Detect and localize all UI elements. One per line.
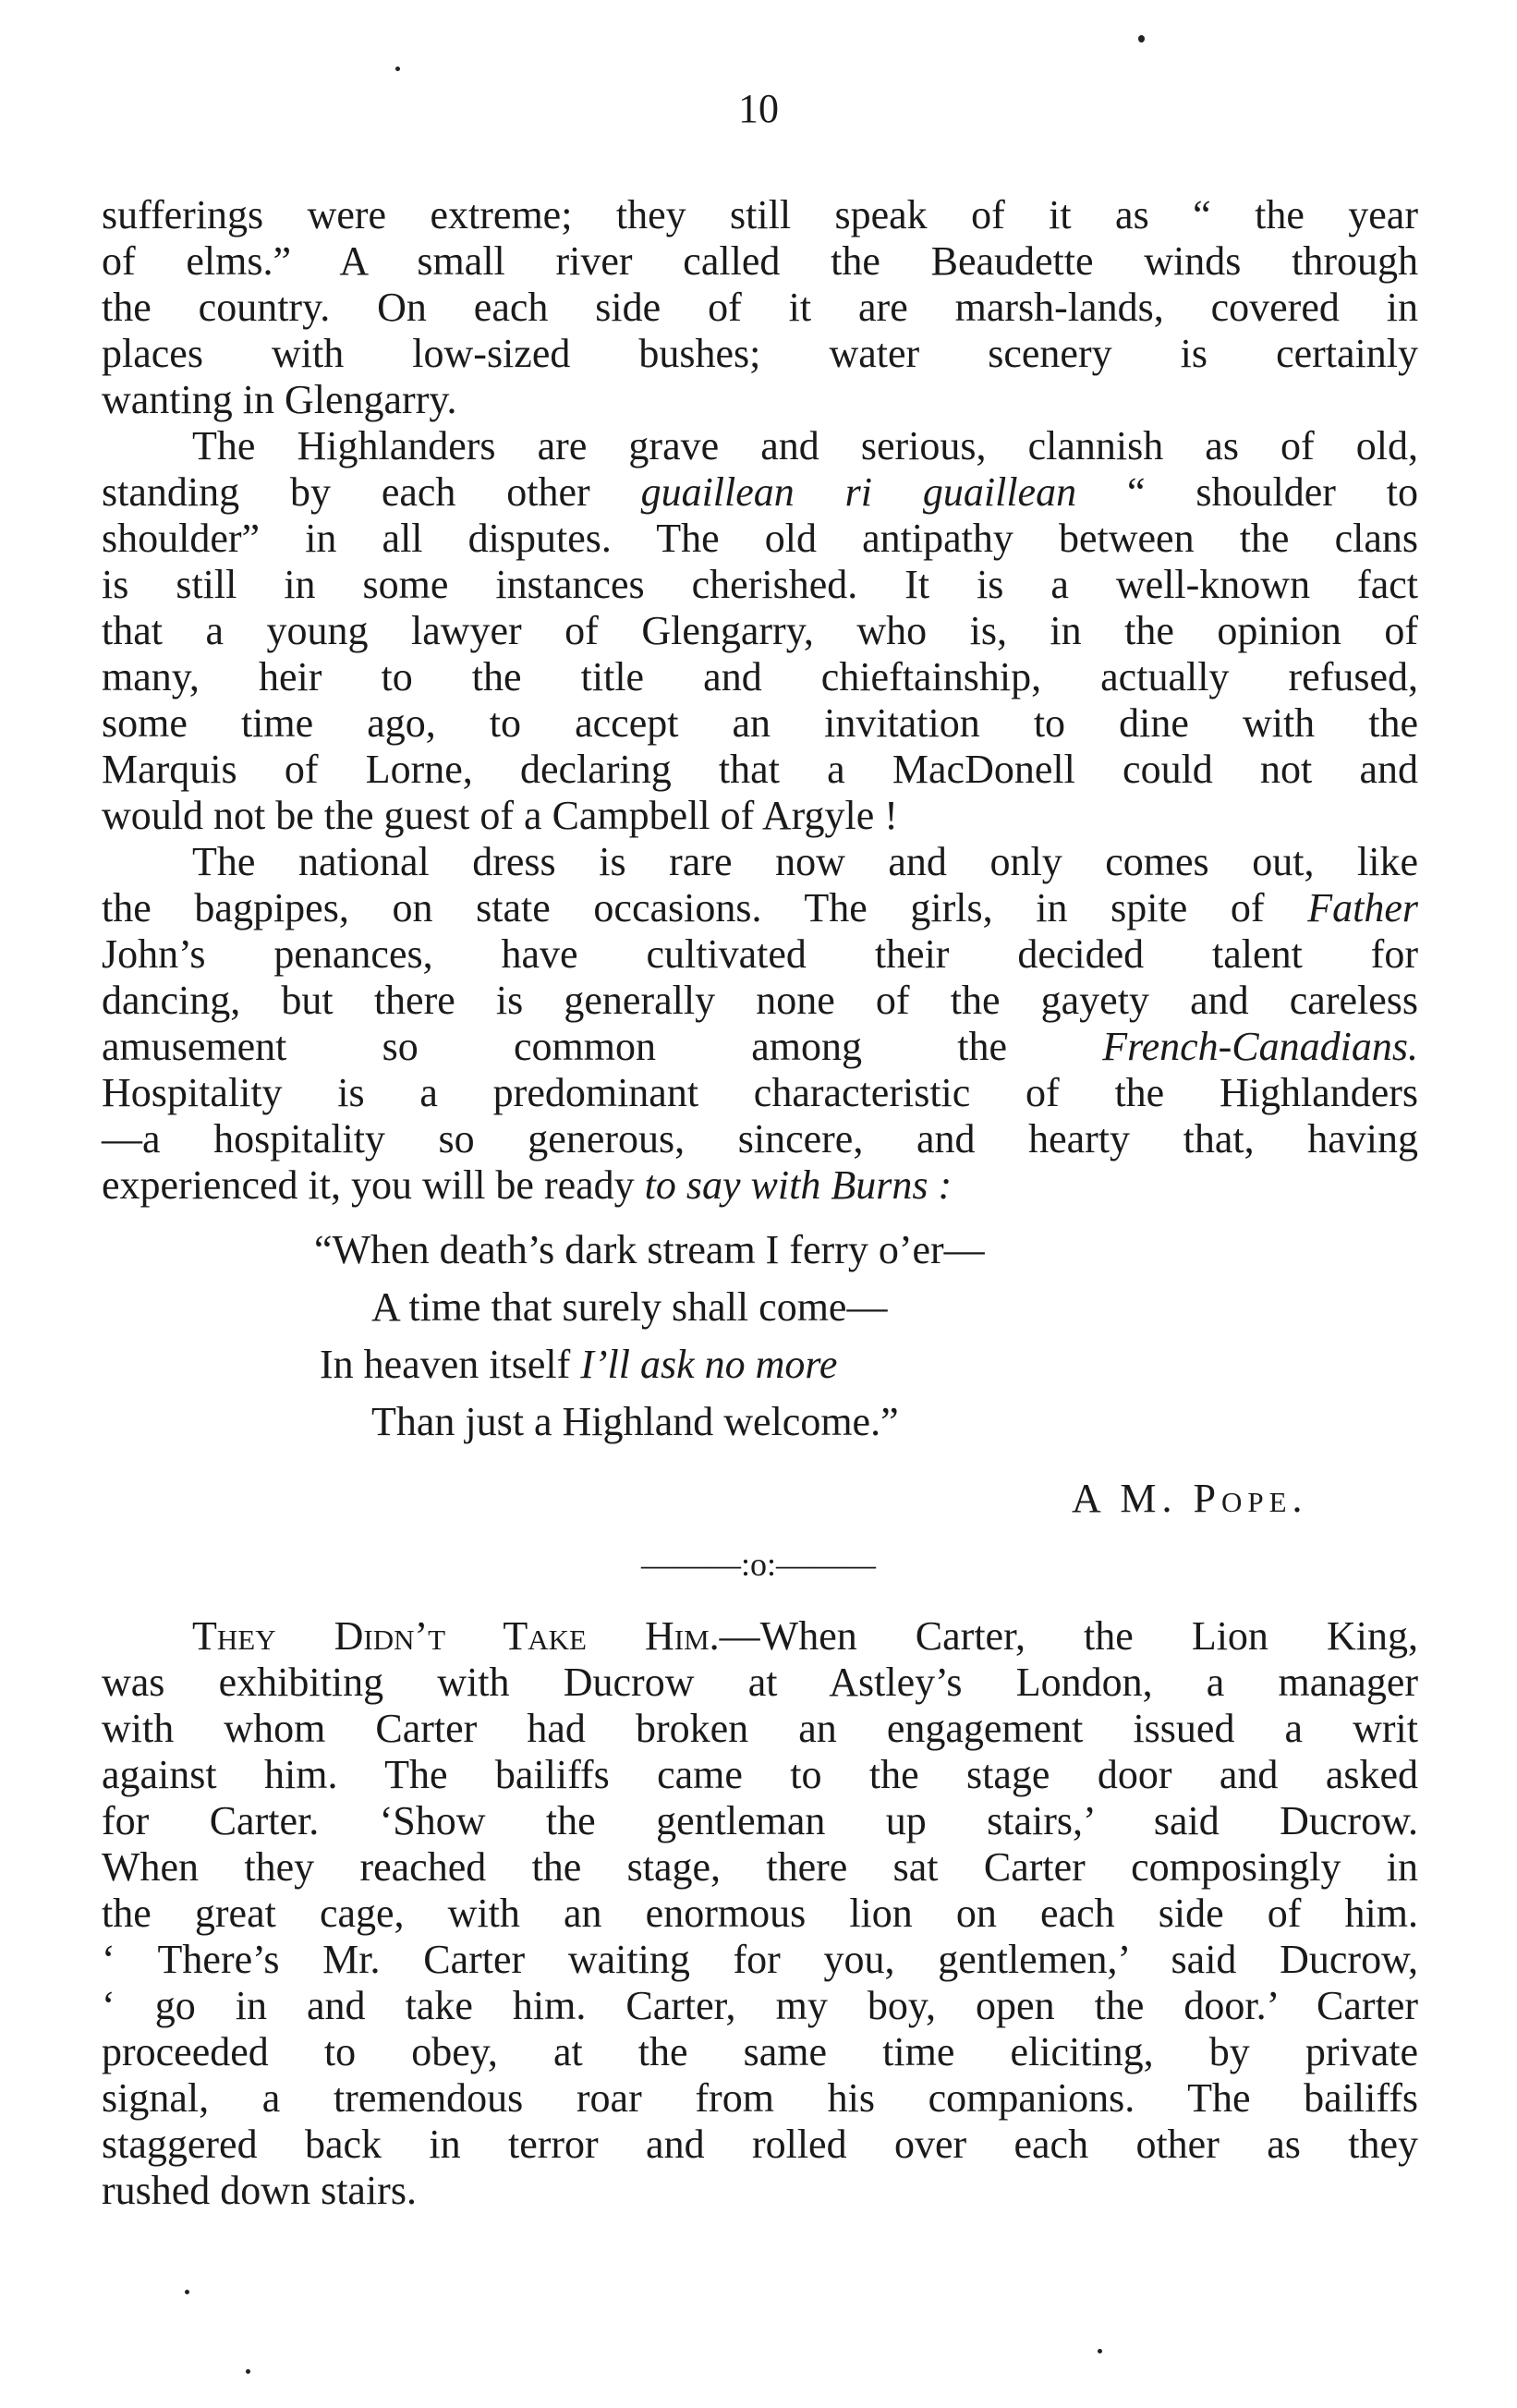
text-line [102, 1162, 1418, 1209]
text-line: Marquis of Lorne, declaring that a MacDonell could not and [102, 747, 1418, 792]
text-line: the great cage, with an enormous lion on each side of him. [102, 1891, 1418, 1936]
text-run: —When Carter, the Lion King, [719, 1613, 1418, 1659]
poem-line: A time that surely shall come— [371, 1284, 888, 1330]
text-run: experienced it, you will be ready [102, 1162, 645, 1208]
text-line: staggered back in terror and rolled over each other as they [102, 2122, 1418, 2167]
text-run: standing by each other [102, 469, 641, 515]
text-line: that a young lawyer of Glengarry, who is, in the opinion of [102, 608, 1418, 653]
text-line: would not be the guest of a Campbell of Argyle ! [102, 793, 898, 838]
text-line: sufferings were extreme; they still speak of it as “ the year [102, 192, 1418, 237]
text-line: The national dress is rare now and only comes out, like [192, 839, 1418, 884]
text-line: is still in some instances cherished. It is a well-known fact [102, 562, 1418, 607]
text-line: ‘ There’s Mr. Carter waiting for you, gentlemen,’ said Ducrow, [102, 1937, 1418, 1982]
italic-text: I’ll ask no more [580, 1342, 838, 1387]
italic-text: Father [1307, 885, 1418, 930]
text-line: Hospitality is a predominant characteristic of the Highlanders [102, 1070, 1418, 1115]
poem-line [320, 1342, 837, 1388]
text-line: ‘ go in and take him. Carter, my boy, open the door.’ Carter [102, 1983, 1418, 2028]
text-line: shoulder” in all disputes. The old antipathy between the clans [102, 516, 1418, 561]
text-run: amusement so common among the [102, 1024, 1103, 1069]
italic-text: to say with Burns : [644, 1162, 953, 1208]
text-line: some time ago, to accept an invitation to dine with the [102, 700, 1418, 746]
text-line: many, heir to the title and chieftainship, actually refused, [102, 654, 1418, 699]
text-line: wanting in Glengarry. [102, 377, 457, 422]
text-run: “ shoulder to [1076, 469, 1418, 515]
text-line: The Highlanders are grave and serious, clannish as of old, [192, 423, 1418, 468]
text-line: proceeded to obey, at the same time eliciting, by private [102, 2029, 1418, 2074]
text-line: was exhibiting with Ducrow at Astley’s London, a manager [102, 1660, 1418, 1705]
text-line: with whom Carter had broken an engagement issued a writ [102, 1706, 1418, 1751]
ink-speck [246, 2369, 250, 2374]
text-line [102, 885, 1418, 931]
text-line: against him. The bailiffs came to the stage door and asked [102, 1752, 1418, 1797]
author-signature: A M. Pope. [1072, 1476, 1308, 1521]
ink-speck [1098, 2349, 1102, 2353]
ink-speck [1138, 35, 1145, 43]
text-line [192, 1613, 1418, 1660]
poem-line: Than just a Highland welcome.” [371, 1399, 899, 1444]
text-line: the country. On each side of it are marsh-lands, covered in [102, 285, 1418, 330]
poem-line: “When death’s dark stream I ferry o’er— [314, 1227, 985, 1272]
text-line: for Carter. ‘Show the gentleman up stairs,’ said Ducrow. [102, 1798, 1418, 1843]
text-line [102, 1024, 1418, 1070]
text-line: rushed down stairs. [102, 2168, 417, 2213]
page-number: 10 [738, 86, 779, 131]
text-line: John’s penances, have cultivated their decided talent for [102, 931, 1418, 977]
ink-speck [395, 67, 400, 71]
ink-speck [185, 2290, 189, 2294]
text-run: the bagpipes, on state occasions. The girls, in spite of [102, 885, 1308, 930]
text-line: When they reached the stage, there sat Carter composingly in [102, 1844, 1418, 1890]
italic-text: French-Canadians. [1102, 1024, 1418, 1069]
text-line: —a hospitality so generous, sincere, and hearty that, having [102, 1116, 1418, 1161]
anecdote-title: They Didn’t Take Him. [192, 1613, 720, 1659]
text-line: places with low-sized bushes; water scenery is certainly [102, 331, 1418, 376]
text-line: signal, a tremendous roar from his companions. The bailiffs [102, 2075, 1418, 2121]
section-separator: ———:o:——— [640, 1546, 876, 1583]
text-line: of elms.” A small river called the Beaudette winds through [102, 238, 1418, 284]
text-line: dancing, but there is generally none of the gayety and careless [102, 978, 1418, 1023]
text-run: In heaven itself [320, 1342, 581, 1387]
text-line [102, 469, 1418, 516]
gaelic-phrase: guaillean ri guaillean [640, 469, 1077, 515]
